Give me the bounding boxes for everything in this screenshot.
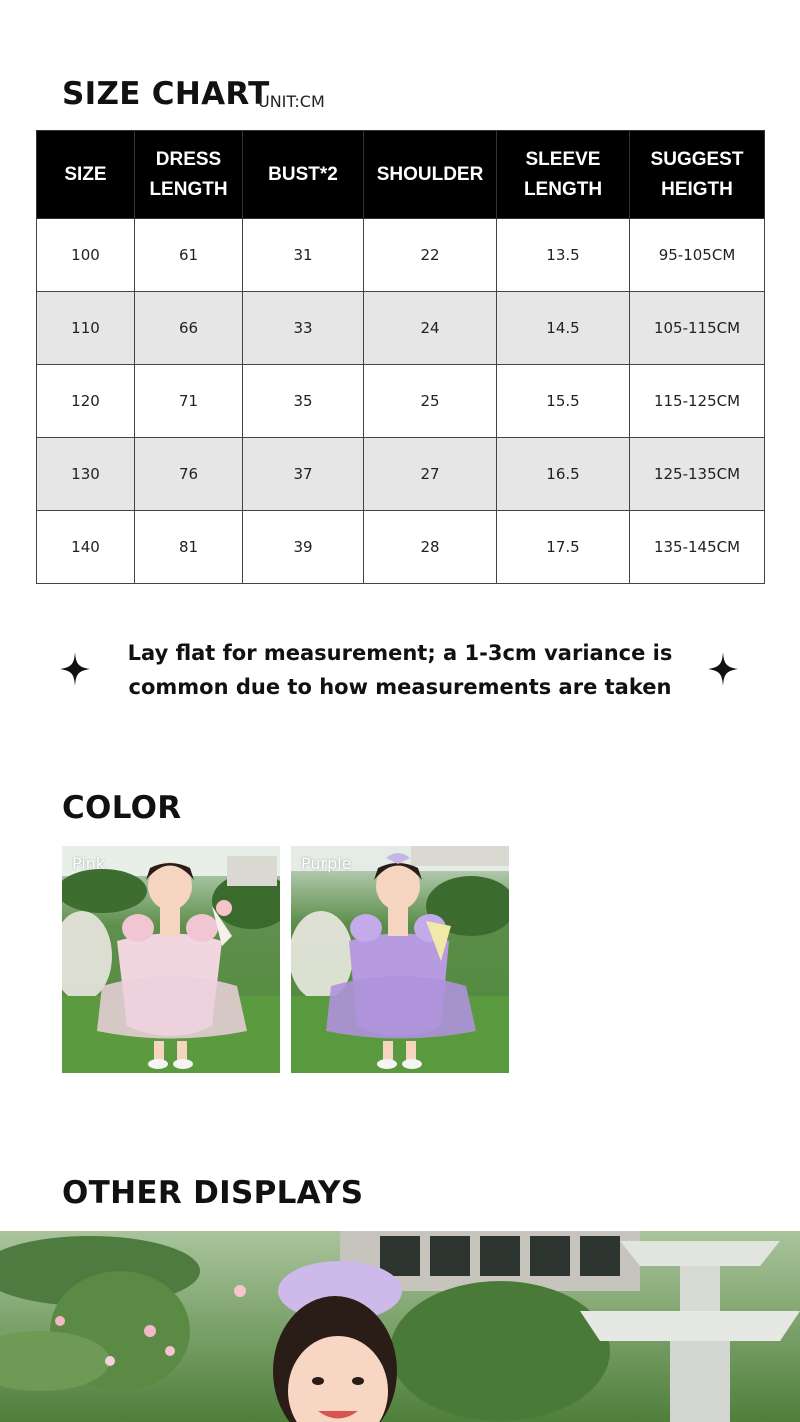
cell-suggest-height: 105-115CM [630,292,765,365]
other-displays-title: OTHER DISPLAYS [62,1175,364,1211]
table-row [37,292,765,365]
color-section-title: COLOR [62,790,182,826]
header-suggest-height: SUGGEST HEIGTH [630,131,765,219]
cell-dress-length: 71 [135,365,243,438]
cell-dress-length: 81 [135,511,243,584]
table-row [37,438,765,511]
table-row [37,219,765,292]
size-chart-title: SIZE CHART [62,76,270,112]
cell-bust: 35 [243,365,364,438]
cell-shoulder: 27 [364,438,497,511]
header-dress-length: DRESS LENGTH [135,131,243,219]
cell-suggest-height: 135-145CM [630,511,765,584]
cell-sleeve-length: 14.5 [497,292,630,365]
sparkle-icon [708,652,738,686]
header-shoulder: SHOULDER [364,131,497,219]
table-row [37,365,765,438]
cell-dress-length: 61 [135,219,243,292]
cell-suggest-height: 125-135CM [630,438,765,511]
purple-dress-photo [291,846,509,1073]
cell-suggest-height: 115-125CM [630,365,765,438]
cell-bust: 37 [243,438,364,511]
cell-shoulder: 24 [364,292,497,365]
cell-bust: 39 [243,511,364,584]
unit-label: UNIT:CM [258,92,325,111]
cell-size: 140 [37,511,135,584]
cell-bust: 31 [243,219,364,292]
swatch-label: Pink [72,854,106,873]
table-row [37,511,765,584]
color-swatch-pink[interactable] [62,846,280,1073]
header-bust: BUST*2 [243,131,364,219]
cell-sleeve-length: 16.5 [497,438,630,511]
cell-size: 100 [37,219,135,292]
swatch-label: Purple [301,854,352,873]
cell-shoulder: 25 [364,365,497,438]
cell-suggest-height: 95-105CM [630,219,765,292]
cell-dress-length: 66 [135,292,243,365]
header-size: SIZE [37,131,135,219]
cell-size: 110 [37,292,135,365]
header-sleeve-length: SLEEVE LENGTH [497,131,630,219]
display-photo [0,1231,800,1422]
cell-dress-length: 76 [135,438,243,511]
cell-sleeve-length: 17.5 [497,511,630,584]
color-swatch-purple[interactable] [291,846,509,1073]
pink-dress-photo [62,846,280,1073]
display-photo-illustration [0,1231,800,1422]
cell-shoulder: 28 [364,511,497,584]
table-header-row [37,131,765,219]
cell-size: 120 [37,365,135,438]
cell-sleeve-length: 15.5 [497,365,630,438]
cell-size: 130 [37,438,135,511]
size-table [36,130,765,584]
cell-sleeve-length: 13.5 [497,219,630,292]
cell-bust: 33 [243,292,364,365]
cell-shoulder: 22 [364,219,497,292]
measurement-note: Lay flat for measurement; a 1-3cm variance is common due to how measurements are taken [127,641,673,699]
